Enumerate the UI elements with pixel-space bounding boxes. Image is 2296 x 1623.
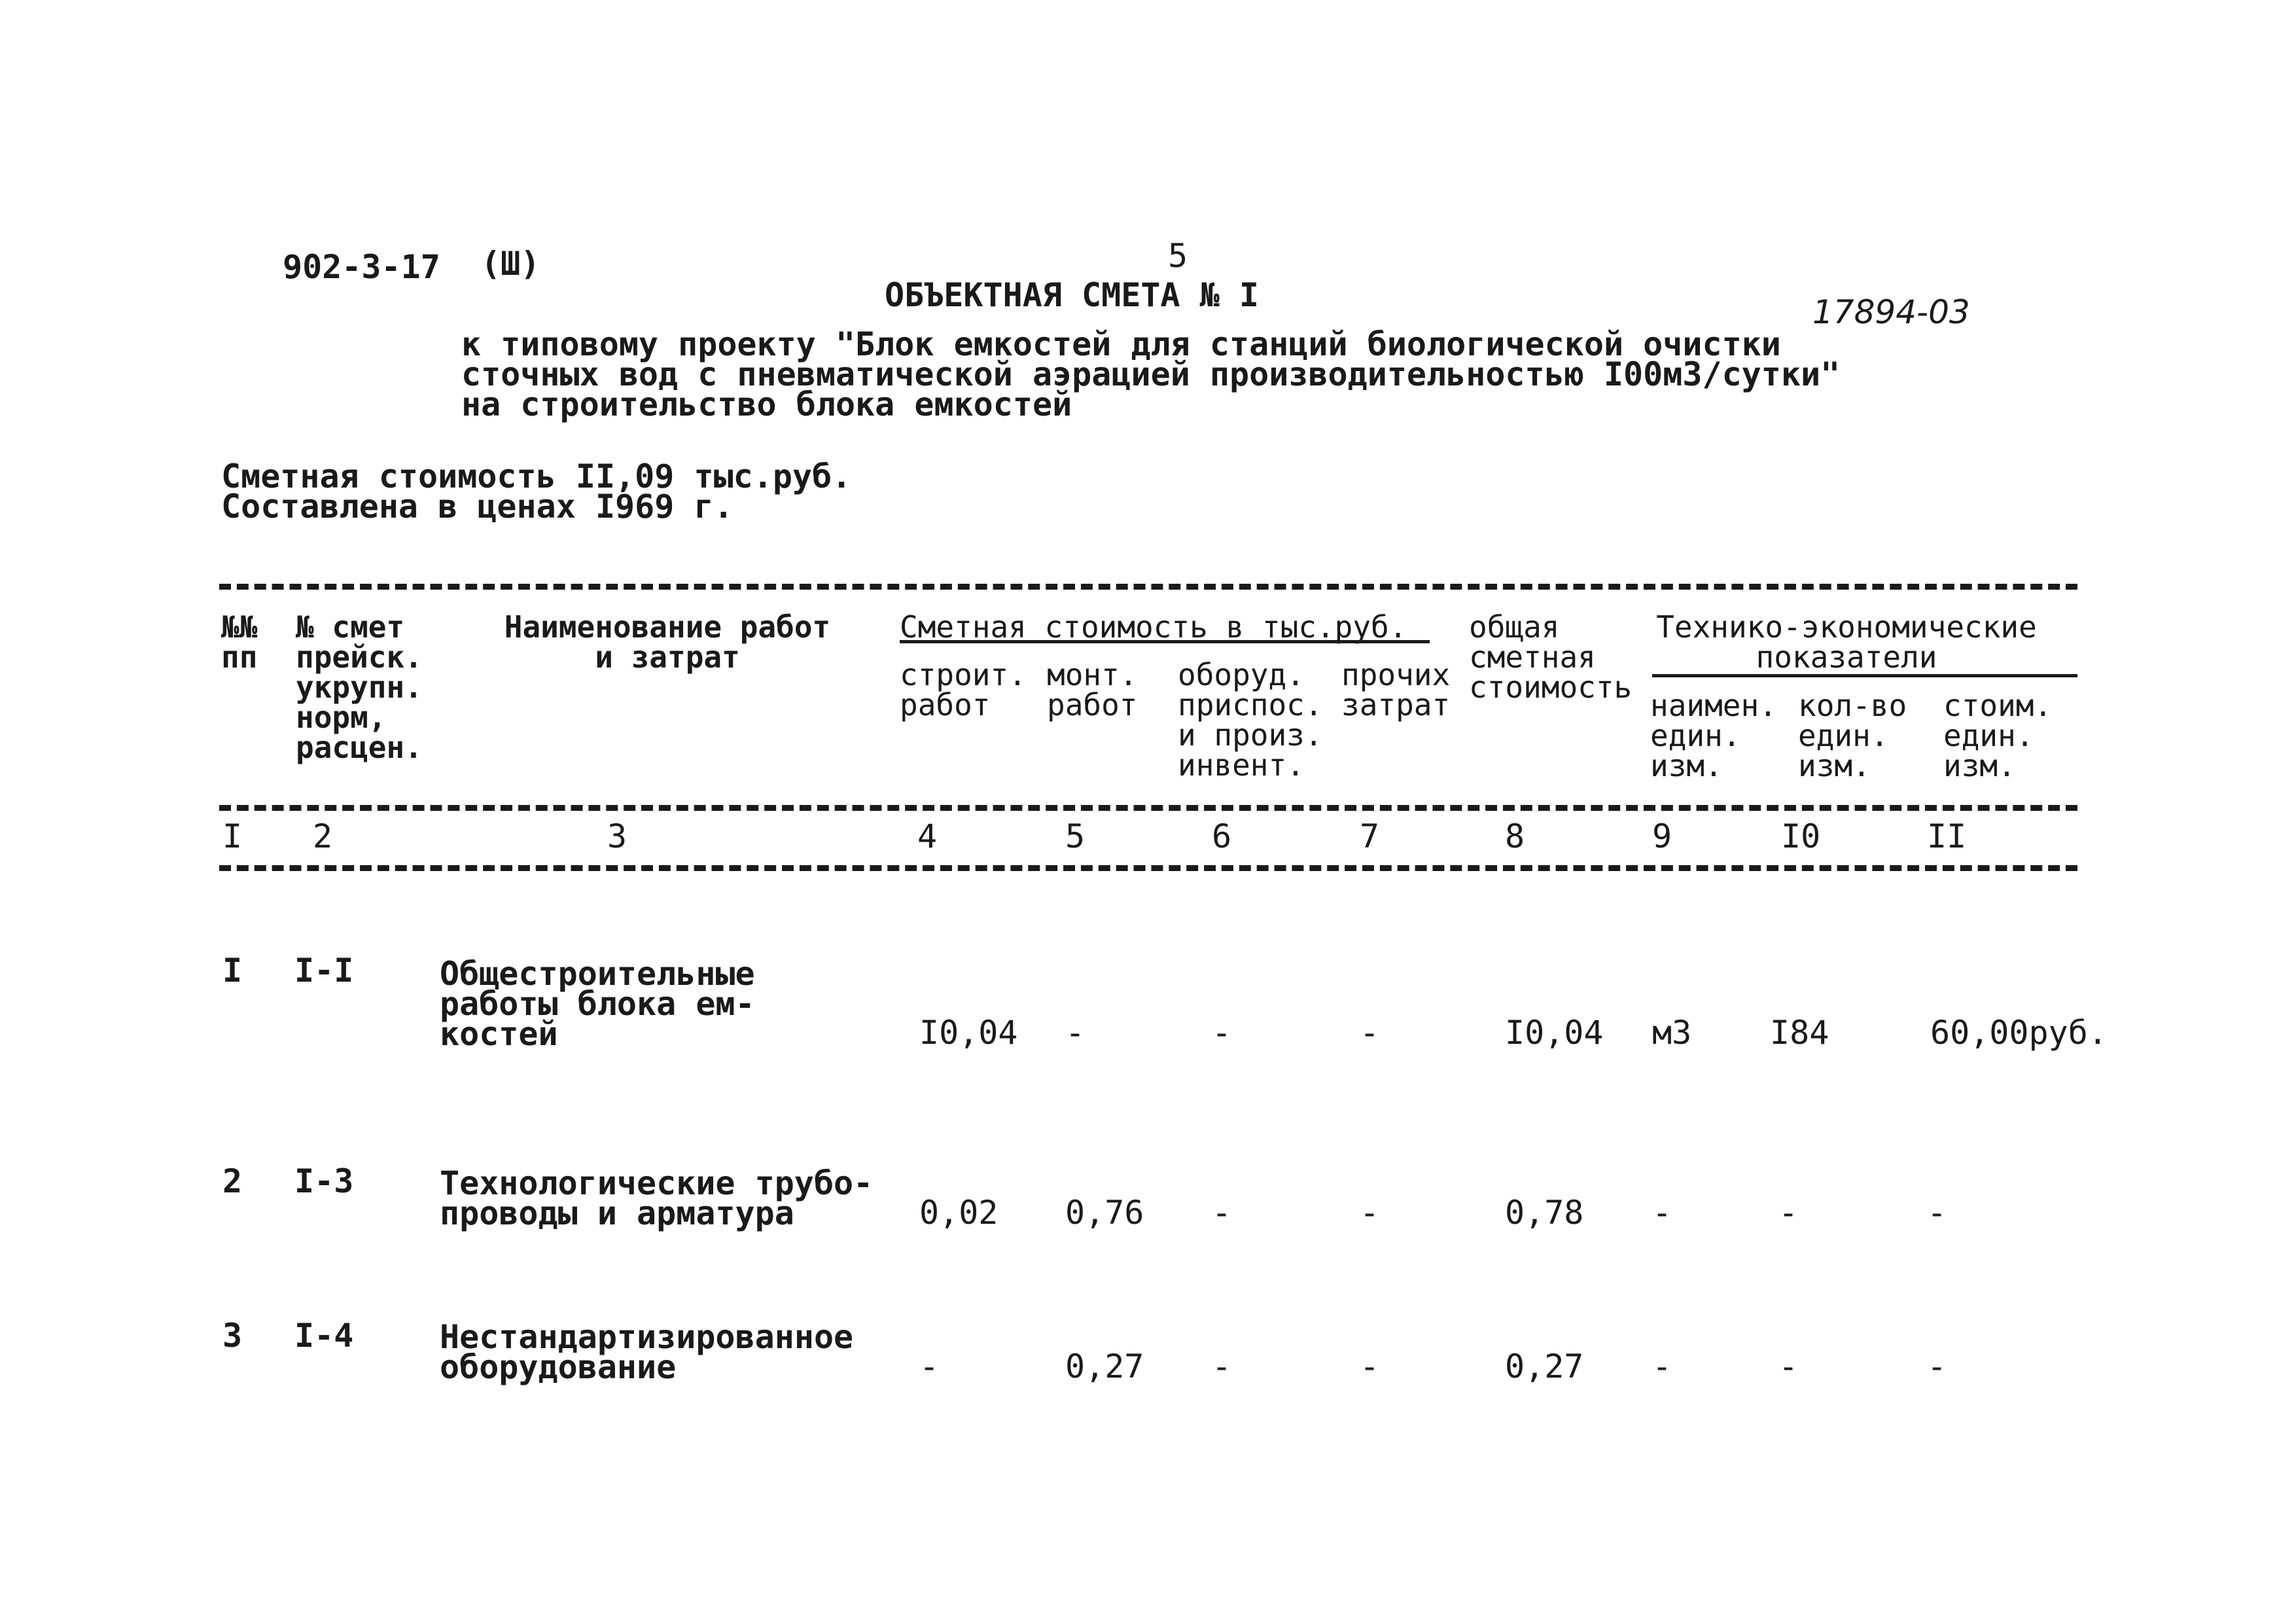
row-other-cost: - <box>1360 1194 1380 1232</box>
row-unit-qty: - <box>1778 1347 1799 1385</box>
header-cost-group: Сметная стоимость в тыс.руб. <box>900 609 1407 645</box>
header-unit-cost: стоим. един. изм. <box>1943 688 2053 783</box>
row-unit-cost: - <box>1927 1347 1947 1385</box>
header-work-name: Наименование работ и затрат <box>504 609 831 675</box>
column-numbers-rule <box>219 865 2077 871</box>
column-number: 9 <box>1652 817 1672 855</box>
column-number: 5 <box>1065 817 1086 855</box>
prices-year: Составлена в ценах I969 г. <box>221 488 733 526</box>
handwritten-number: 17894-03 <box>1812 293 1970 331</box>
header-total: общая сметная стоимость <box>1469 609 1633 705</box>
estimated-cost: Сметная стоимость II,09 тыс.руб. <box>221 457 852 495</box>
row-unit-name: - <box>1652 1194 1672 1232</box>
header-construction: строит. работ <box>900 657 1027 722</box>
header-estimate-ref: № смет прейск. укрупн. норм, расцен. <box>296 609 423 765</box>
row-construction-cost: I0,04 <box>919 1014 1018 1052</box>
row-installation-cost: 0,76 <box>1065 1194 1144 1232</box>
volume-label: (Ш) <box>481 245 540 283</box>
row-ref: I-3 <box>294 1162 354 1200</box>
row-installation-cost: - <box>1065 1014 1086 1052</box>
header-other: прочих затрат <box>1341 657 1451 722</box>
column-number: I <box>222 817 243 855</box>
row-total-cost: 0,27 <box>1505 1347 1584 1385</box>
row-construction-cost: - <box>919 1347 940 1385</box>
column-number: 7 <box>1360 817 1380 855</box>
row-unit-qty: I84 <box>1770 1014 1829 1052</box>
row-equipment-cost: - <box>1212 1347 1232 1385</box>
column-number: 6 <box>1212 817 1232 855</box>
row-name: Общестроительные работы блока ем- костей <box>440 955 755 1053</box>
row-name: Технологические трубо- проводы и арматура <box>440 1164 874 1232</box>
column-number: 4 <box>917 817 938 855</box>
row-name: Нестандартизированное оборудование <box>440 1318 854 1386</box>
column-number: II <box>1927 817 1967 855</box>
row-construction-cost: 0,02 <box>919 1194 998 1232</box>
row-installation-cost: 0,27 <box>1065 1347 1144 1385</box>
row-equipment-cost: - <box>1212 1014 1232 1052</box>
column-number: 3 <box>607 817 627 855</box>
row-unit-cost: - <box>1927 1194 1947 1232</box>
row-unit-name: м3 <box>1652 1014 1692 1052</box>
row-equipment-cost: - <box>1212 1194 1232 1232</box>
page-number: 5 <box>1168 237 1188 275</box>
document-subtitle: к типовому проекту "Блок емкостей для станций биологической очистки сточных вод с пневматической аэрацией производительностью I00м3/сутки" на строительство блока емкостей <box>461 325 1841 423</box>
row-other-cost: - <box>1360 1347 1380 1385</box>
row-number: 2 <box>222 1162 243 1200</box>
header-equipment: оборуд. приспос. и произ. инвент. <box>1178 657 1323 783</box>
row-unit-cost: 60,00руб. <box>1930 1014 2108 1052</box>
row-ref: I-I <box>294 952 354 990</box>
header-row-number: №№ пп <box>221 609 258 675</box>
column-number: 8 <box>1505 817 1525 855</box>
row-unit-name: - <box>1652 1347 1672 1385</box>
header-installation: монт. работ <box>1047 657 1138 722</box>
row-number: 3 <box>222 1317 243 1355</box>
row-unit-qty: - <box>1778 1194 1799 1232</box>
document-title: ОБЪЕКТНАЯ СМЕТА № I <box>885 276 1259 314</box>
column-number: I0 <box>1781 817 1821 855</box>
header-bottom-rule <box>219 805 2077 811</box>
column-number: 2 <box>313 817 333 855</box>
table-top-rule <box>219 584 2077 590</box>
project-code: 902-3-17 <box>283 248 440 286</box>
header-tech-group: Технико-экономические показатели <box>1656 609 2037 675</box>
row-total-cost: I0,04 <box>1505 1014 1604 1052</box>
row-number: I <box>222 952 243 990</box>
header-unit-qty: кол-во един. изм. <box>1798 688 1907 783</box>
row-total-cost: 0,78 <box>1505 1194 1584 1232</box>
row-other-cost: - <box>1360 1014 1380 1052</box>
header-unit-name: наимен. един. изм. <box>1650 688 1777 783</box>
row-ref: I-4 <box>294 1317 354 1355</box>
